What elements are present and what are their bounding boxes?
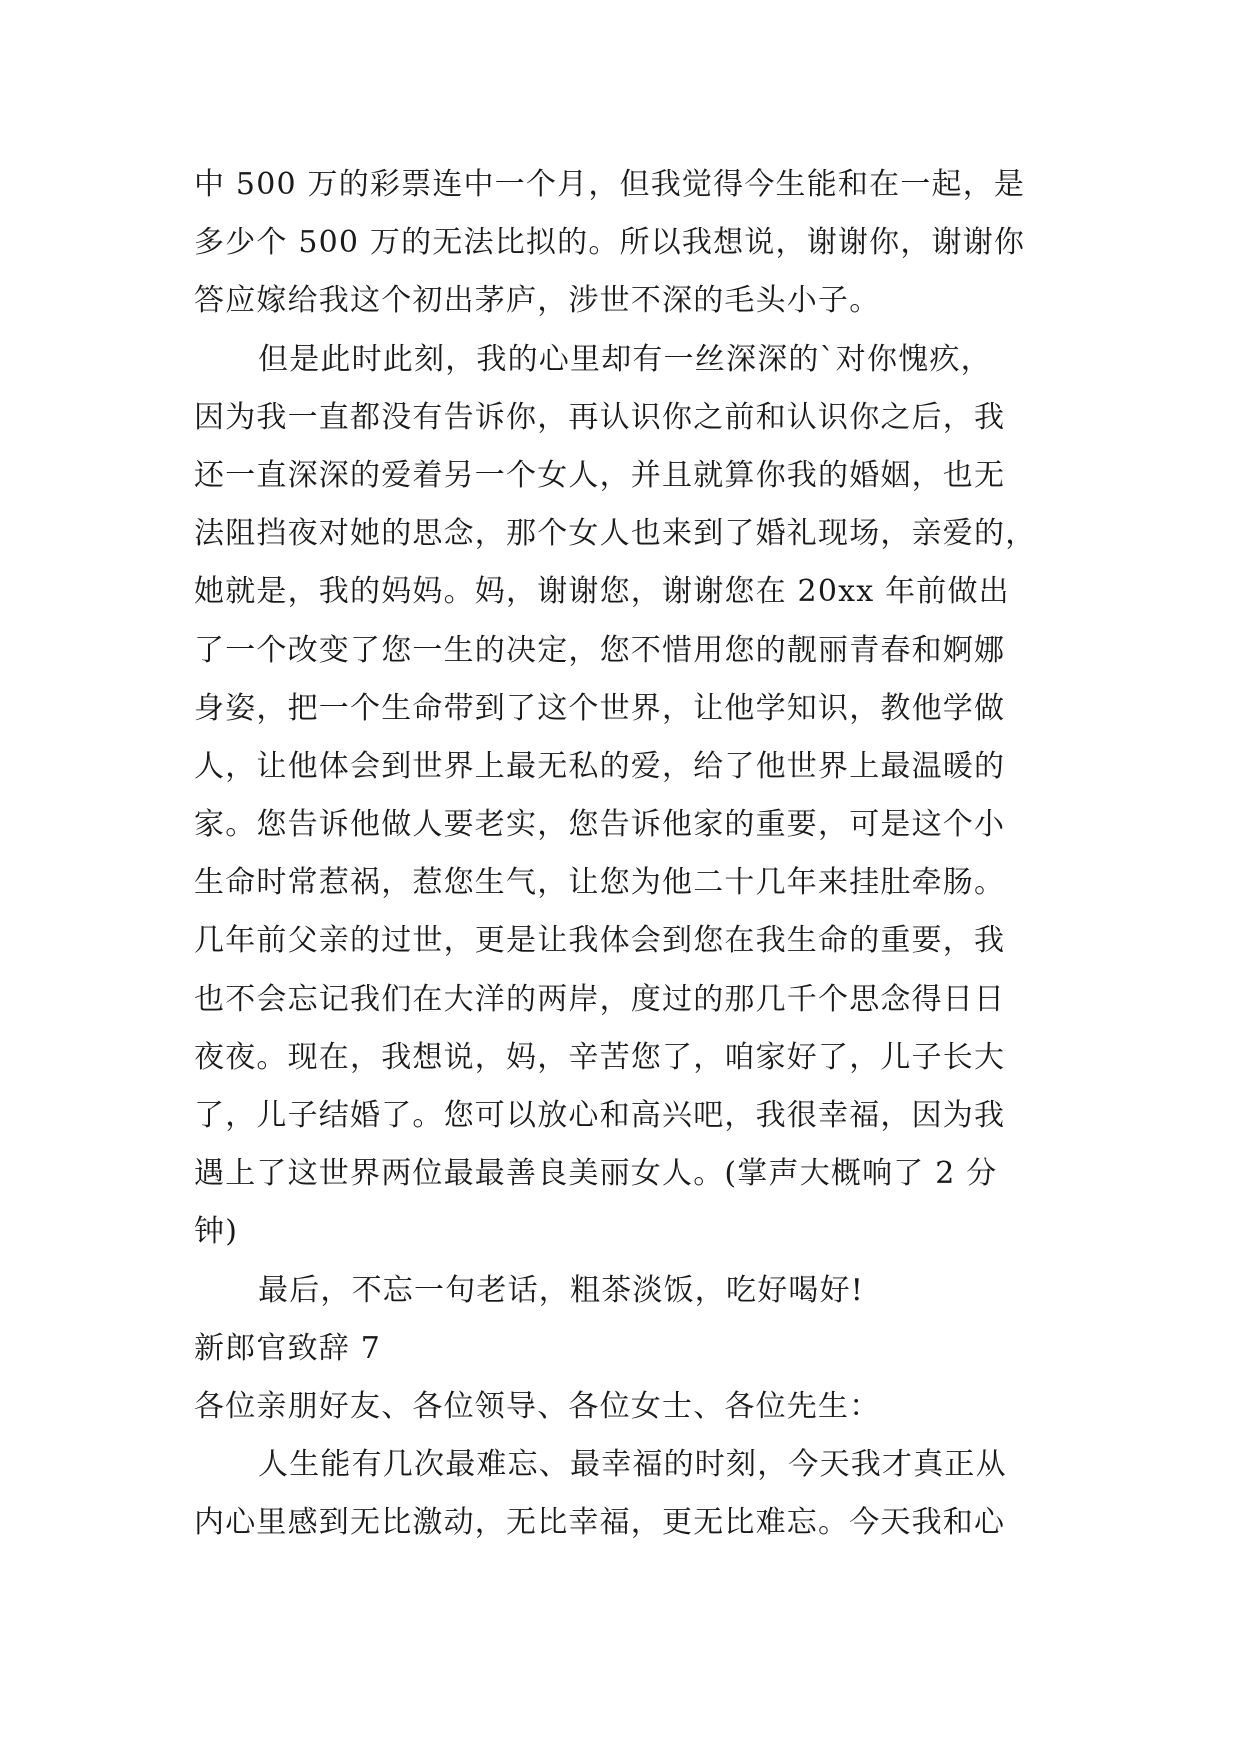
text-line: 法阻挡夜对她的思念，那个女人也来到了婚礼现场，亲爱的， — [194, 516, 1037, 552]
text-line: 还一直深深的爱着另一个女人，并且就算你我的婚姻，也无 — [194, 457, 1006, 493]
text-line: 家。您告诉他做人要老实，您告诉他家的重要，可是这个小 — [194, 807, 1006, 843]
text-line: 了一个改变了您一生的决定，您不惜用您的靓丽青春和婀娜 — [194, 632, 1006, 668]
salutation-line: 各位亲朋好友、各位领导、各位女士、各位先生： — [194, 1388, 881, 1424]
text-line: 了，儿子结婚了。您可以放心和高兴吧，我很幸福，因为我 — [194, 1098, 1006, 1133]
text-line: 内心里感到无比激动，无比幸福，更无比难忘。今天我和心 — [194, 1505, 1006, 1541]
section-heading: 新郎官致辞 7 — [194, 1330, 382, 1366]
text-line: 钟) — [194, 1214, 239, 1250]
text-line: 几年前父亲的过世，更是让我体会到您在我生命的重要，我 — [194, 923, 1006, 959]
text-line: 夜夜。现在，我想说，妈，辛苦您了，咱家好了，儿子长大 — [194, 1039, 1006, 1075]
paragraph-start-line: 最后，不忘一句老话，粗茶淡饭，吃好喝好! — [258, 1272, 865, 1308]
paragraph-start-line: 人生能有几次最难忘、最幸福的时刻，今天我才真正从 — [258, 1447, 1007, 1483]
text-line: 因为我一直都没有告诉你，再认识你之前和认识你之后，我 — [194, 399, 1006, 435]
text-line: 多少个 500 万的无法比拟的。所以我想说，谢谢你，谢谢你 — [194, 225, 1026, 261]
text-line: 中 500 万的彩票连中一个月，但我觉得今生能和在一起，是 — [194, 167, 1026, 202]
text-line: 身姿，把一个生命带到了这个世界，让他学知识，教他学做 — [194, 690, 1006, 726]
text-line: 人，让他体会到世界上最无私的爱，给了他世界上最温暖的 — [194, 748, 1006, 784]
text-line: 也不会忘记我们在大洋的两岸，度过的那几千个思念得日日 — [194, 981, 1006, 1017]
text-line: 答应嫁给我这个初出茅庐，涉世不深的毛头小子。 — [194, 283, 881, 319]
text-line: 她就是，我的妈妈。妈，谢谢您，谢谢您在 20xx 年前做出 — [194, 574, 1010, 610]
text-line: 生命时常惹祸，惹您生气，让您为他二十几年来挂肚牵肠。 — [194, 865, 1006, 901]
text-line: 遇上了这世界两位最最善良美丽女人。(掌声大概响了 2 分 — [194, 1156, 998, 1192]
document-body — [194, 156, 1054, 1553]
paragraph-start-line: 但是此时此刻，我的心里却有一丝深深的`对你愧疚， — [258, 341, 992, 377]
